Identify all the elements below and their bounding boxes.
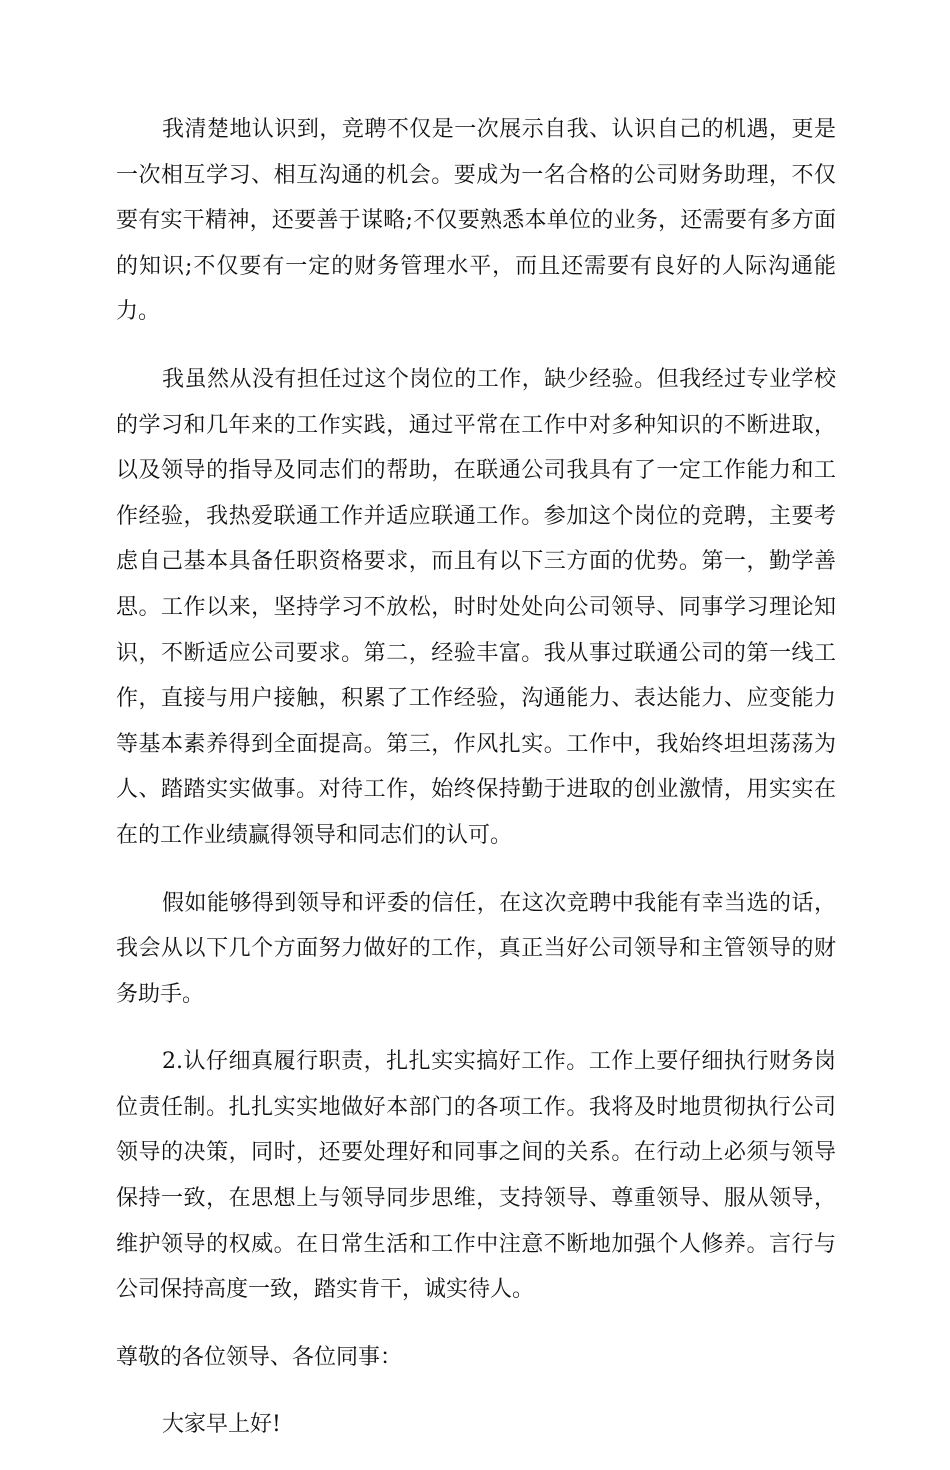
paragraph-experience: 我虽然从没有担任过这个岗位的工作，缺少经验。但我经过专业学校的学习和几年来的工作实践，通过平常在工作中对多种知识的不断进取，以及领导的指导及同志们的帮助，在联通公司我具有了一定工作能力和工作经验，我热爱联通工作并适应联通工作。参加这个岗位的竞聘，主要考虑自己基本具备任职资格要求，而且有以下三方面的优势。第一，勤学善思。工作以来，坚持学习不放松，时时处处向公司领导、同事学习理论知识，不断适应公司要求。第二，经验丰富。我从事过联通公司的第一线工作，直接与用户接触，积累了工作经验，沟通能力、表达能力、应变能力等基本素养得到全面提高。第三，作风扎实。工作中，我始终坦坦荡荡为人、踏踏实实做事。对待工作，始终保持勤于进取的创业激情，用实实在在的工作业绩赢得领导和同志们的认可。 [116, 366, 836, 848]
paragraph-duty: 2.认仔细真履行职责，扎扎实实搞好工作。工作上要仔细执行财务岗位责任制。扎扎实实地做好本部门的各项工作。我将及时地贯彻执行公司领导的决策，同时，还要处理好和同事之间的关系。在行动上必须与领导保持一致，在思想上与领导同步思维，支持领导、尊重领导、服从领导，维护领导的权威。在日常生活和工作中注意不断地加强个人修养。言行与公司保持高度一致，踏实肯干，诚实待人。 [116, 1049, 836, 1303]
paragraph-commitment: 假如能够得到领导和评委的信任，在这次竞聘中我能有幸当选的话，我会从以下几个方面努力做好的工作，真正当好公司领导和主管领导的财务助手。 [116, 890, 836, 1007]
greeting: 大家早上好! [162, 1412, 281, 1438]
paragraph-self-awareness: 我清楚地认识到，竞聘不仅是一次展示自我、认识自己的机遇，更是一次相互学习、相互沟通的机会。要成为一名合格的公司财务助理，不仅要有实干精神，还要善于谋略;不仅要熟悉本单位的业务，还需要有多方面的知识;不仅要有一定的财务管理水平，而且还需要有良好的人际沟通能力。 [116, 117, 836, 325]
document-body [116, 107, 836, 1470]
salutation: 尊敬的各位领导、各位同事： [116, 1344, 403, 1370]
